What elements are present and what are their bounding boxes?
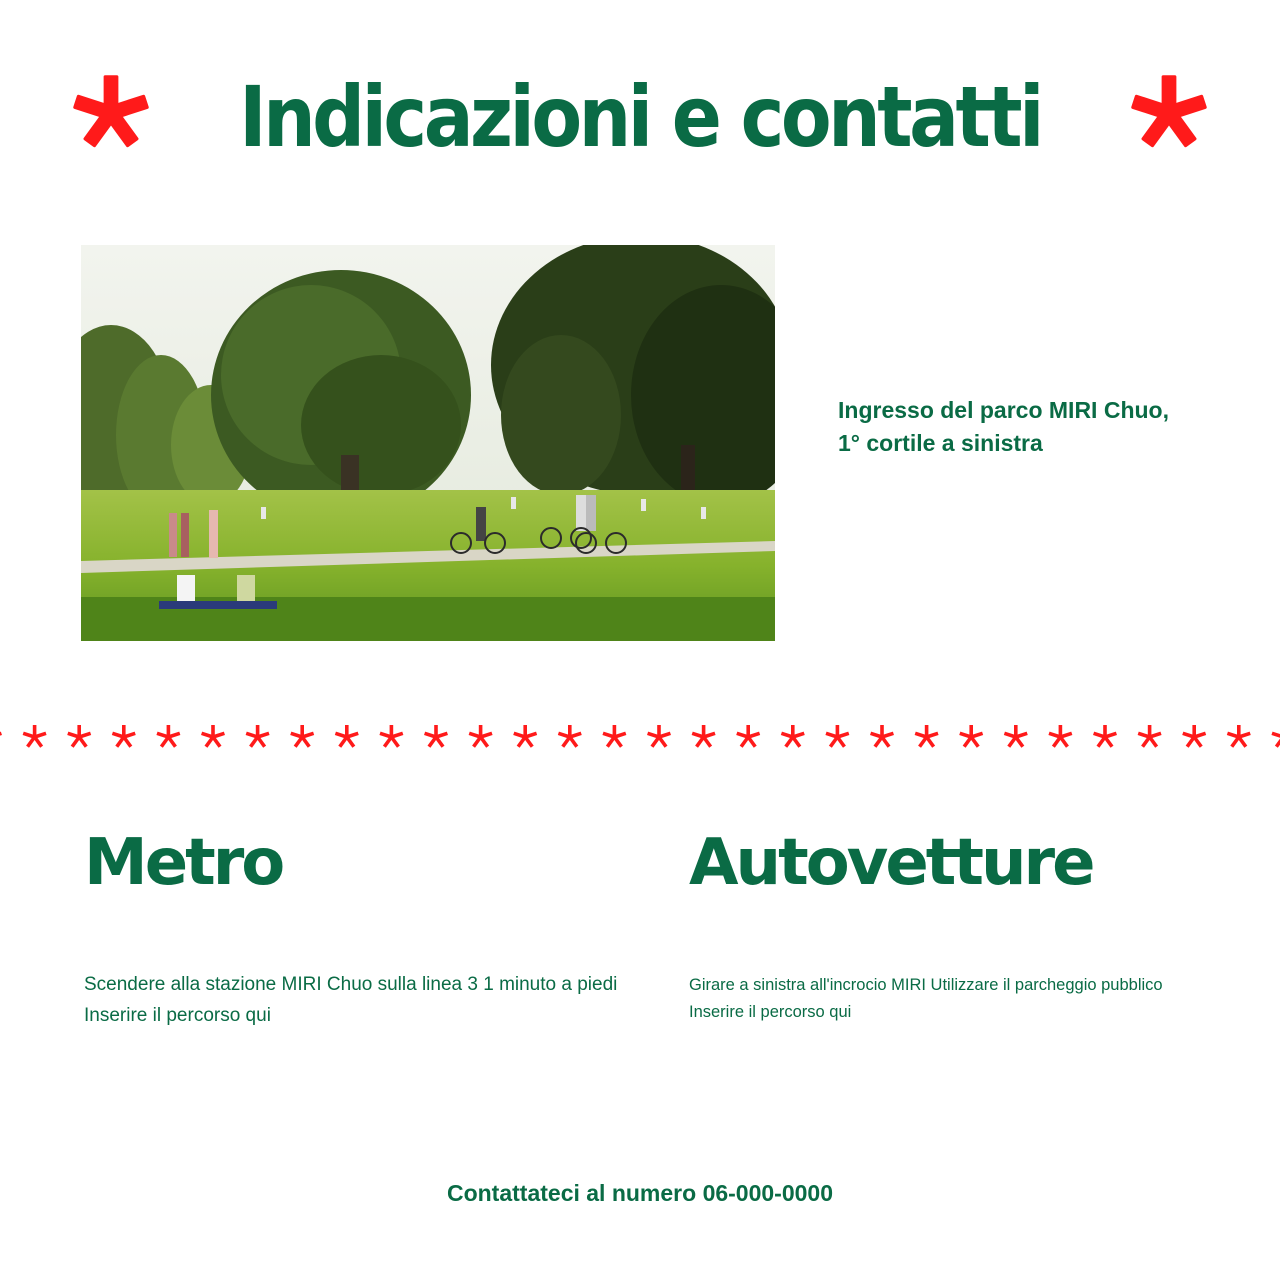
asterisk-star-icon <box>825 725 849 748</box>
asterisk-star-icon <box>959 725 983 748</box>
photo-caption <box>838 394 1218 460</box>
cars-heading: Autovetture <box>689 826 1093 900</box>
asterisk-star-icon <box>246 725 270 748</box>
asterisk-star-icon <box>736 725 760 748</box>
asterisk-star-icon <box>201 725 225 748</box>
caption-line: 1° cortile a sinistra <box>838 430 1043 456</box>
asterisk-star-icon <box>469 725 493 748</box>
asterisk-star-icon <box>1004 725 1028 748</box>
asterisk-star-icon <box>602 725 626 748</box>
asterisk-star-icon <box>1138 725 1162 748</box>
park-photo <box>81 245 775 641</box>
page-title: Indicazioni e contatti <box>239 68 1041 166</box>
asterisk-star-icon <box>915 725 939 748</box>
asterisk-star-icon <box>1182 725 1206 748</box>
asterisk-star-icon <box>156 725 180 748</box>
asterisk-star-icon <box>335 725 359 748</box>
metro-directions-line: Scendere alla stazione MIRI Chuo sulla linea 3 1 minuto a piedi <box>84 974 618 995</box>
asterisk-star-icon <box>870 725 894 748</box>
metro-heading: Metro <box>84 826 283 900</box>
asterisk-star-icon <box>692 725 716 748</box>
asterisk-star-icon <box>23 725 47 748</box>
metro-directions <box>84 969 617 1031</box>
asterisk-star-icon <box>1093 725 1117 748</box>
asterisk-star-icon <box>513 725 537 748</box>
title-row <box>0 62 1280 172</box>
asterisk-star-icon <box>1048 725 1072 748</box>
contact-phone: Contattateci al numero 06-000-0000 <box>446 1180 834 1206</box>
asterisk-star-icon <box>424 725 448 748</box>
star-divider-graphic <box>0 716 1280 756</box>
asterisk-star-icon <box>0 725 2 748</box>
asterisk-star-icon <box>67 725 91 748</box>
asterisk-star-icon <box>1227 725 1251 748</box>
asterisk-star-icon <box>1128 72 1210 154</box>
metro-route-placeholder: Inserire il percorso qui <box>84 1005 271 1026</box>
cars-route-placeholder: Inserire il percorso qui <box>689 1003 852 1021</box>
cars-directions <box>689 972 1163 1026</box>
asterisk-star-icon <box>1271 725 1280 748</box>
cars-directions-line: Girare a sinistra all'incrocio MIRI Utilizzare il parcheggio pubblico <box>689 976 1163 994</box>
star-divider <box>0 716 1280 756</box>
asterisk-star-icon <box>112 725 136 748</box>
asterisk-star-icon <box>781 725 805 748</box>
caption-line: Ingresso del parco MIRI Chuo, <box>838 397 1169 423</box>
asterisk-star-icon <box>558 725 582 748</box>
asterisk-star-icon <box>379 725 403 748</box>
asterisk-star-icon <box>290 725 314 748</box>
asterisk-star-icon <box>647 725 671 748</box>
